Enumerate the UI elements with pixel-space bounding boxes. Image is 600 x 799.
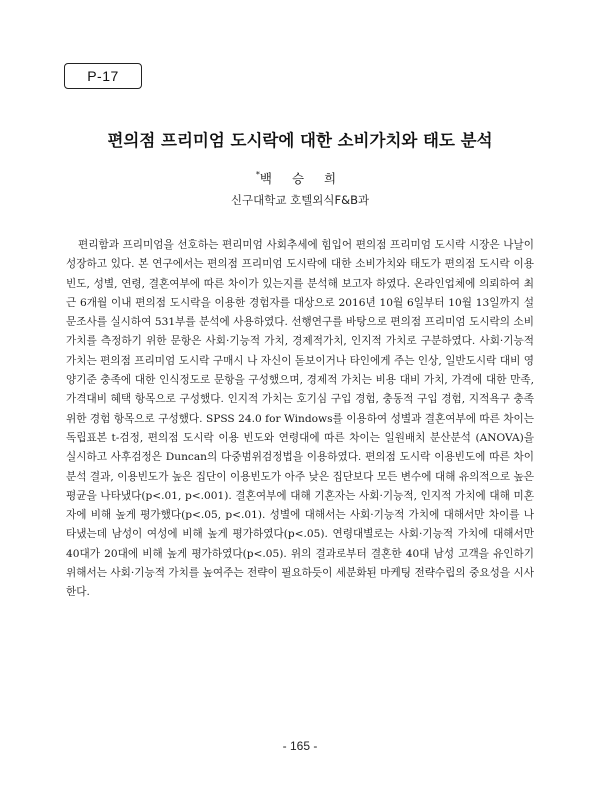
affiliation: 신구대학교 호텔외식F&B과	[230, 193, 370, 207]
page-number: - 165 -	[282, 739, 318, 753]
poster-code-box	[64, 63, 142, 89]
corresponding-author-mark: *	[255, 170, 260, 179]
author-line	[0, 169, 600, 187]
abstract-text: 편리함과 프리미엄을 선호하는 편리미엄 사회추세에 힘입어 편의점 프리미엄 도시락 시장은 나날이 성장하고 있다. 본 연구에서는 편의점 프리미엄 도시락에 대한 소비가치와 태도가 편의점 도시락 이용빈도, 성별, 연령, 결혼여부에 따른 차이가 있는지를 분석해 보고자 하였다. 온라인업체에 의뢰하여 최근 6개월 이내 편의점 도시락을 이용한 경험자를 대상으로 2016년 10월 6일부터 10월 13일까지 설문조사를 실시하여 531부를 분석에 사용하였다. 선행연구를 바탕으로 편의점 프리미엄 도시락의 소비가치를 측정하기 위한 문항은 사회·기능적 가치, 경제적가치, 인지적 가치로 구분하였다. 사회·기능적 가치는 편의점 프리미엄 도시락 구매시 나 자신이 돋보이거나 타인에게 주는 인상, 일반도시락 대비 영양기준 충족에 대한 인식정도로 문항을 구성했으며, 경제적 가치는 비용 대비 가치, 가격에 대한 만족, 가격대비 혜택 항목으로 구성했다. 인지적 가치는 호기심 구입 경험, 충동적 구입 경험, 지적욕구 충족 위한 경험 항목으로 구성했다. SPSS 24.0 for Windows를 이용하여 성별과 결혼여부에 따른 차이는 독립표본 t-검정, 편의점 도시락 이용 빈도와 연령대에 따른 차이는 일원배치 분산분석 (ANOVA)을 실시하고 사후검정은 Duncan의 다중범위검정법을 이용하였다. 편의점 도시락 이용빈도에 따른 차이분석 결과, 이용빈도가 높은 집단이 이용빈도가 아주 낮은 집단보다 모든 변수에 대해 유의적으로 높은 평균을 나타냈다(p<.01, p<.001). 결혼여부에 대해 기혼자는 사회·기능적, 인지적 가치에 대해 미혼자에 비해 높게 평가했다(p<.05, p<.01). 성별에 대해서는 사회·기능적 가치에 대해서만 차이를 나타냈는데 남성이 여성에 비해 높게 평가하였다(p<.05). 연령대별로는 사회·기능적 가치에 대해서만 40대가 20대에 비해 높게 평가하였다(p<.05). 위의 결과로부터 결혼한 40대 남성 고객을 유인하기 위해서는 사회·기능적 가치를 높여주는 전략이 필요하듯이 세분화된 마케팅 전략수립의 중요성을 시사한다.	[66, 239, 534, 599]
author-name: 백 승 희	[259, 171, 345, 186]
poster-code: P-17	[87, 68, 119, 84]
paper-title: 편의점 프리미엄 도시락에 대한 소비가치와 태도 분석	[107, 131, 493, 150]
